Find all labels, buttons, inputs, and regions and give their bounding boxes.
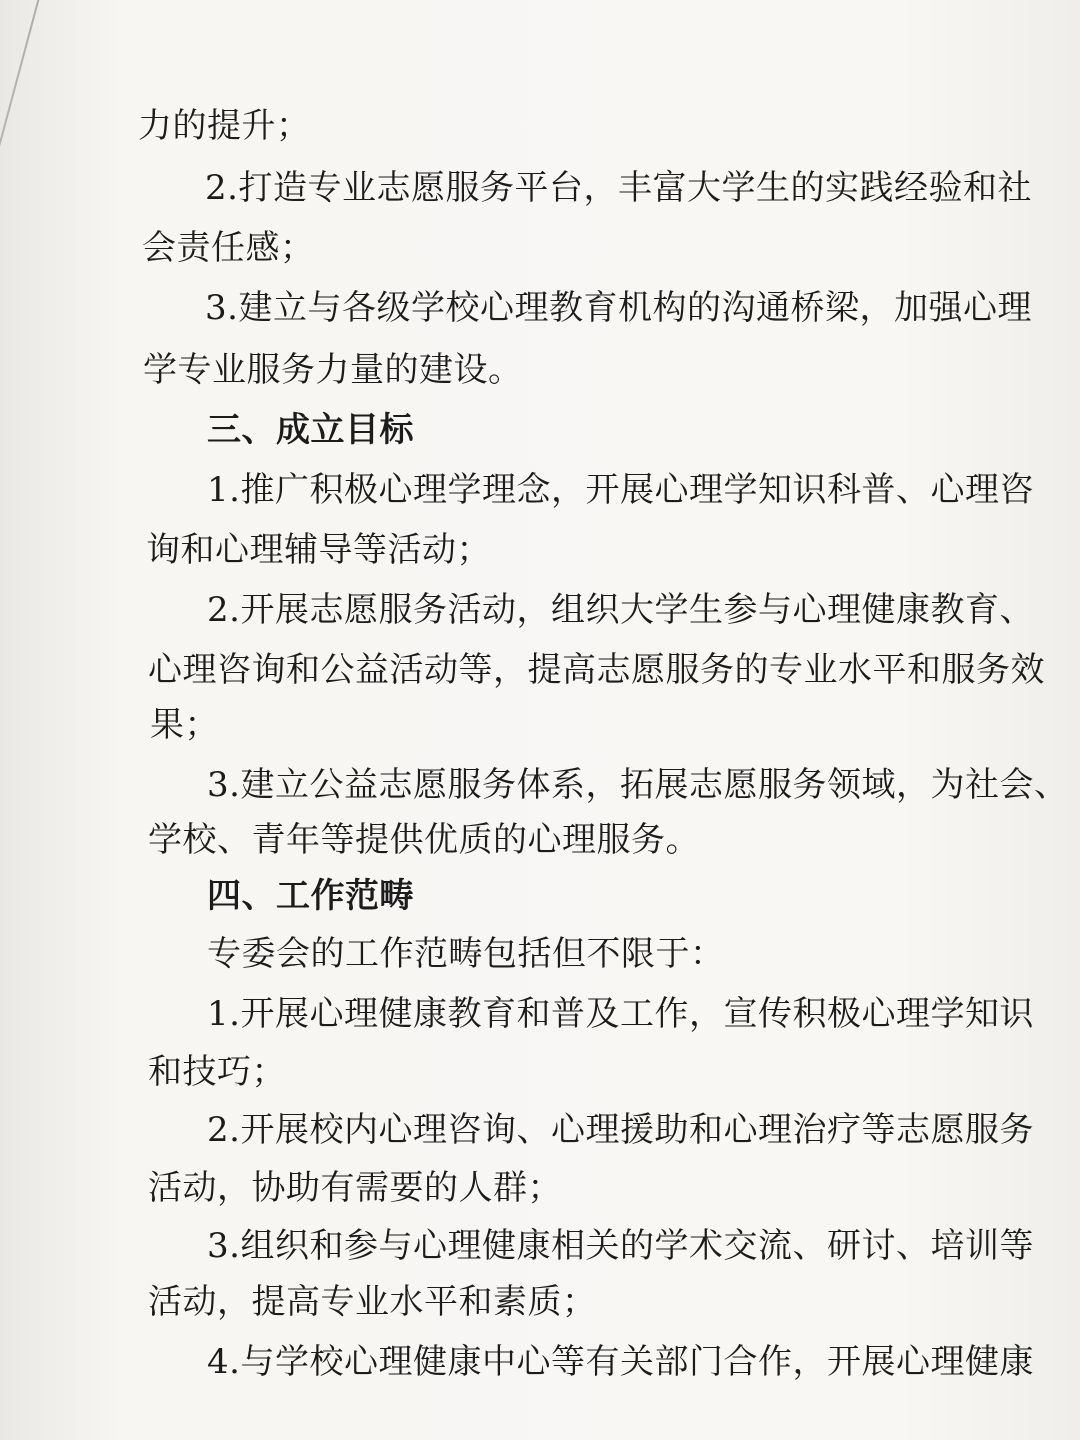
text-line: 4.与学校心理健康中心等有关部门合作，开展心理健康 xyxy=(207,1342,1034,1382)
text-line: 1.开展心理健康教育和普及工作，宣传积极心理学知识 xyxy=(207,994,1034,1034)
text-line: 2.打造专业志愿服务平台，丰富大学生的实践经验和社 xyxy=(205,168,1032,208)
text-line: 果； xyxy=(150,705,219,745)
text-line: 心理咨询和公益活动等，提高志愿服务的专业水平和服务效 xyxy=(148,650,1045,690)
section-heading: 四、工作范畴 xyxy=(207,876,414,916)
text-line: 活动，协助有需要的人群； xyxy=(148,1168,562,1208)
text-line: 询和心理辅导等活动； xyxy=(146,530,491,570)
text-line: 3.组织和参与心理健康相关的学术交流、研讨、培训等 xyxy=(207,1226,1034,1266)
text-line: 1.推广积极心理学理念，开展心理学知识科普、心理咨 xyxy=(207,470,1034,510)
text-line: 活动，提高专业水平和素质； xyxy=(148,1282,597,1322)
text-line: 学校、青年等提供优质的心理服务。 xyxy=(148,820,700,860)
text-line: 2.开展志愿服务活动，组织大学生参与心理健康教育、 xyxy=(207,590,1034,630)
text-line: 3.建立公益志愿服务体系，拓展志愿服务领域，为社会、 xyxy=(207,765,1069,805)
text-line: 和技巧； xyxy=(148,1052,286,1092)
text-line: 力的提升； xyxy=(138,106,311,146)
text-line: 学专业服务力量的建设。 xyxy=(143,350,523,390)
section-heading: 三、成立目标 xyxy=(207,410,414,450)
text-line: 专委会的工作范畴包括但不限于： xyxy=(207,934,725,974)
text-line: 会责任感； xyxy=(142,228,315,268)
text-line: 2.开展校内心理咨询、心理援助和心理治疗等志愿服务 xyxy=(207,1110,1034,1150)
text-line: 3.建立与各级学校心理教育机构的沟通桥梁，加强心理 xyxy=(205,288,1032,328)
